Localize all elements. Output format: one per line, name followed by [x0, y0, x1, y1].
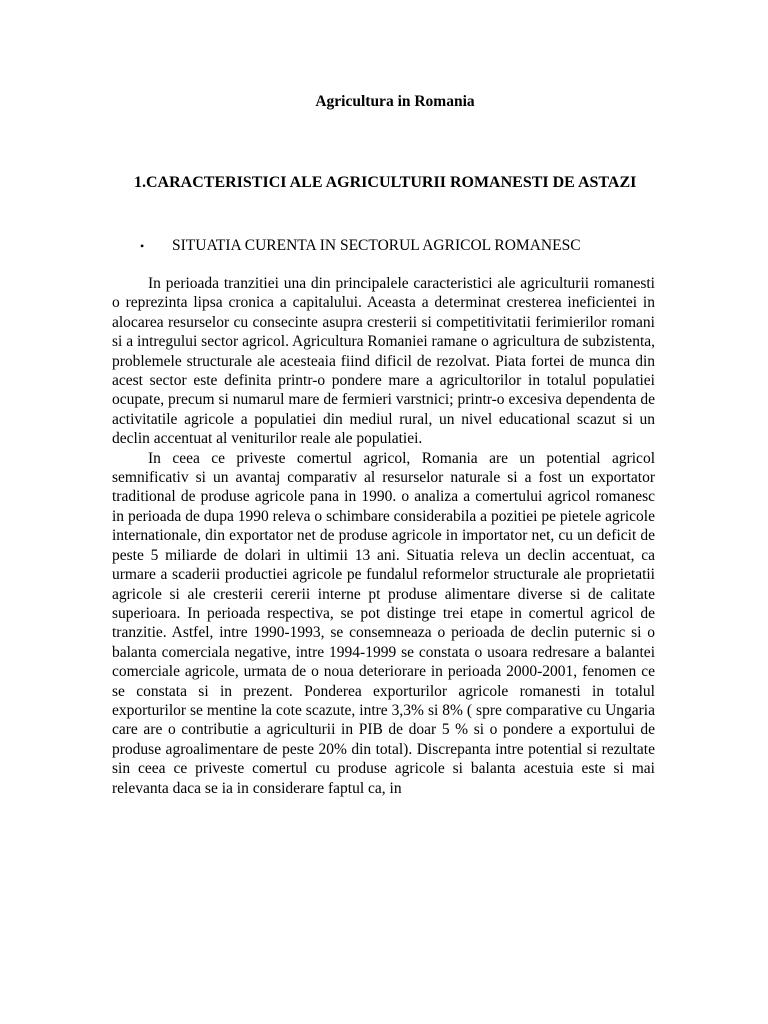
bullet-text: SITUATIA CURENTA IN SECTORUL AGRICOL ROMANESC	[172, 237, 581, 254]
bullet-icon: •	[140, 239, 145, 253]
bullet-item	[140, 236, 680, 256]
section-heading: 1.CARACTERISTICI ALE AGRICULTURII ROMANESTI DE ASTAZI	[134, 174, 637, 191]
paragraph: In perioada tranzitiei una din principalele caracteristici ale agriculturii romanesti o reprezinta lipsa cronica a capitalului. Aceasta a determinat cresterea ineficientei in alocarea resurselor cu consecinte asupra cresterii si competitivitatii ferimierilor romani si a intregului sector agricol. Agricultura Romaniei ramane o agricultura de subzistenta, problemele structurale ale acesteaia fiind dificil de rezolvat. Piata fortei de munca din acest sector este definita printr-o pondere mare a agricultorilor in totalul populatiei ocupate, precum si numarul mare de fermieri varstnici; printr-o excesiva dependenta de activitatile agricole a populatiei din mediul rural, un nivel educational scazut si un declin accentuat al veniturilor reale ale populatiei.	[112, 275, 655, 448]
paragraph: In ceea ce priveste comertul agricol, Romania are un potential agricol semnificativ si un avantaj comparativ al resurselor naturale si a fost un exportator traditional de produse agricole pana in 1990. o analiza a comertului agricol romanesc in perioada de dupa 1990 releva o schimbare considerabila a pozitiei pe pietele agricole internationale, din exportator net de produse agricole in importator net, cu un deficit de peste 5 miliarde de dolari in ultimii 13 ani. Situatia releva un declin accentuat, ca urmare a scaderii productiei agricole pe fundalul reformelor structurale ale proprietatii agricole si ale cresterii cererii interne pt produse alimentare diverse si de calitate superioara. In perioada respectiva, se pot distinge trei etape in comertul agricol de tranzitie. Astfel, intre 1990-1993, se consemneaza o perioada de declin puternic si o balanta comerciala negative, intre 1994-1999 se constata o usoara redresare a balantei comerciale agricole, urmata de o noua deteriorare in perioada 2000-2001, fenomen ce se constata si in prezent. Ponderea exporturilor agricole romanesti in totalul exporturilor se mentine la cote scazute, intre 3,3% si 8% ( spre comparative cu Ungaria care are o contributie a agriculturii in PIB de doar 5 % si o pondere a exportului de produse agroalimentare de peste 20% din total). Discrepanta intre potential si rezultate sin ceea ce priveste comertul cu produse agricole si balanta acestuia este si mai relevanta daca se ia in considerare faptul ca, in	[112, 449, 655, 797]
document-title: Agricultura in Romania	[315, 93, 475, 110]
body-text	[112, 274, 655, 798]
